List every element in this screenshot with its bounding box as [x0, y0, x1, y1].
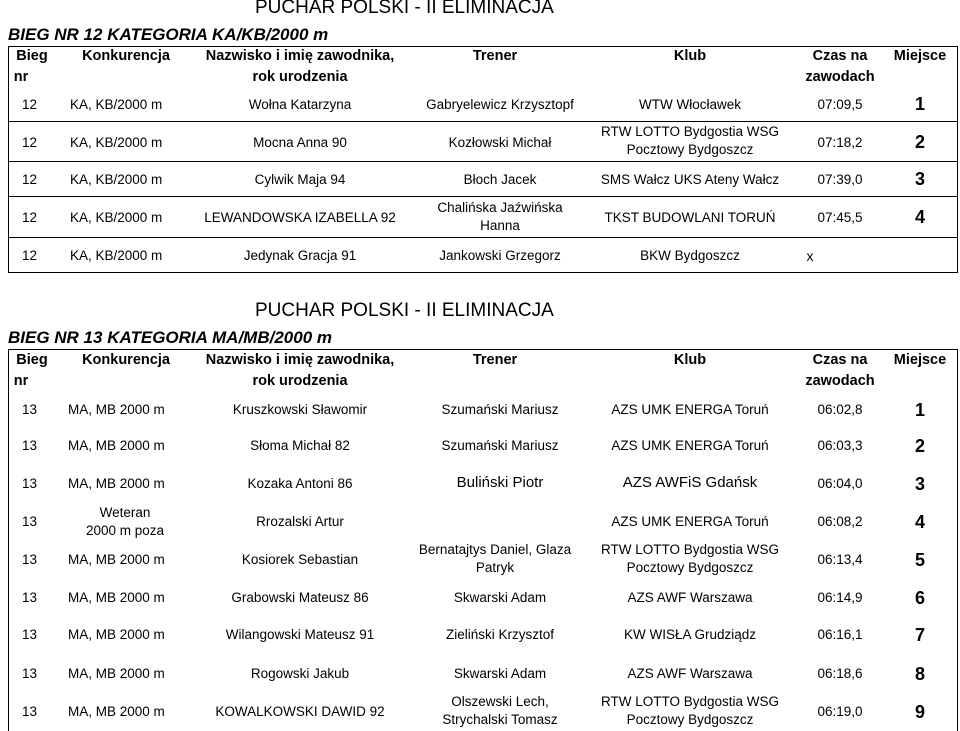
section1-title: PUCHAR POLSKI - II ELIMINACJA	[255, 0, 554, 18]
cell-czas: 07:45,5	[817, 210, 863, 225]
cell-bieg: 13	[22, 514, 38, 529]
cell-trener: Skwarski Adam	[453, 590, 547, 605]
cell-bieg: 13	[22, 666, 38, 681]
cell-klub	[600, 123, 780, 160]
cell-miejsce: 9	[914, 702, 925, 722]
cell-zawodnik: Kruszkowski Sławomir	[232, 402, 368, 417]
cell-miejsce: 2	[914, 436, 925, 456]
cell-zawodnik: Jedynak Gracja 91	[243, 248, 357, 263]
cell-klub: KW WISŁA Grudziądz	[623, 627, 757, 642]
header-zawodach: zawodach	[805, 69, 875, 85]
cell-czas: 06:08,2	[817, 514, 863, 529]
cell-konkurencja: MA, MB 2000 m	[68, 627, 165, 642]
row-divider	[8, 121, 958, 122]
cell-bieg: 13	[22, 402, 38, 417]
header-zawodach: zawodach	[805, 373, 875, 389]
section1-border-bottom	[8, 272, 958, 273]
cell-klub-line2: Pocztowy Bydgoszcz	[626, 712, 754, 727]
cell-zawodnik: Wilangowski Mateusz 91	[225, 627, 375, 642]
cell-zawodnik: Wołna Katarzyna	[248, 97, 352, 112]
cell-zawodnik: LEWANDOWSKA IZABELLA 92	[204, 210, 396, 225]
header-nr: nr	[13, 69, 29, 85]
cell-czas: 06:18,6	[817, 666, 863, 681]
cell-miejsce: 2	[914, 132, 925, 152]
cell-zawodnik: Rogowski Jakub	[250, 666, 350, 681]
cell-miejsce: 3	[914, 474, 925, 494]
cell-czas: 06:13,4	[817, 552, 863, 567]
cell-trener: Skwarski Adam	[453, 666, 547, 681]
cell-miejsce: 3	[914, 169, 925, 189]
header-rok: rok urodzenia	[252, 69, 348, 85]
cell-trener: Buliński Piotr	[456, 474, 544, 491]
cell-konkurencja: KA, KB/2000 m	[70, 172, 163, 187]
header-miejsce: Miejsce	[893, 352, 947, 368]
section2-subtitle: BIEG NR 13 KATEGORIA MA/MB/2000 m	[8, 328, 333, 347]
cell-konkurencja: MA, MB 2000 m	[68, 704, 165, 719]
cell-klub-line1: RTW LOTTO Bydgostia WSG	[600, 124, 780, 139]
cell-miejsce: 1	[914, 400, 925, 420]
cell-klub-line2: Pocztowy Bydgoszcz	[626, 560, 754, 575]
cell-zawodnik: Mocna Anna 90	[253, 135, 347, 150]
cell-trener-line2: Hanna	[480, 218, 520, 233]
cell-bieg: 12	[22, 172, 38, 187]
header-nazwisko: Nazwisko i imię zawodnika,	[205, 352, 395, 368]
cell-klub: BKW Bydgoszcz	[640, 248, 740, 263]
cell-konkurencja: MA, MB 2000 m	[68, 438, 165, 453]
cell-konkurencja: MA, MB 2000 m	[68, 666, 165, 681]
cell-trener-line1: Bernatajtys Daniel, Glaza	[418, 542, 572, 557]
section2-title: PUCHAR POLSKI - II ELIMINACJA	[255, 300, 554, 321]
row-divider	[8, 237, 958, 238]
cell-konkurencja: MA, MB 2000 m	[68, 552, 165, 567]
cell-konkurencja	[60, 504, 190, 541]
cell-czas: 06:04,0	[817, 476, 863, 491]
cell-klub-line2: Pocztowy Bydgoszcz	[626, 142, 754, 157]
cell-klub: AZS AWFiS Gdańsk	[622, 474, 758, 491]
cell-bieg: 13	[22, 552, 38, 567]
cell-miejsce: 1	[914, 94, 925, 114]
cell-czas: 06:14,9	[817, 590, 863, 605]
cell-miejsce: 7	[914, 625, 925, 645]
cell-klub-line1: RTW LOTTO Bydgostia WSG	[600, 542, 780, 557]
cell-trener	[395, 541, 595, 578]
cell-zawodnik: KOWALKOWSKI DAWID 92	[215, 704, 385, 719]
cell-konkurencja: MA, MB 2000 m	[68, 402, 165, 417]
cell-trener: Szumański Mariusz	[441, 402, 559, 417]
cell-trener	[400, 693, 600, 731]
cell-zawodnik: Cylwik Maja 94	[254, 172, 346, 187]
cell-klub: AZS UMK ENERGA Toruń	[611, 514, 769, 529]
cell-trener-line1: Olszewski Lech,	[451, 694, 549, 709]
cell-zawodnik: Kosiorek Sebastian	[241, 552, 359, 567]
cell-konkurencja: KA, KB/2000 m	[70, 248, 163, 263]
cell-klub-line1: RTW LOTTO Bydgostia WSG	[600, 694, 780, 709]
cell-czas: 06:02,8	[817, 402, 863, 417]
cell-trener: Gabryelewicz Krzysztopf	[426, 97, 574, 112]
section1-subtitle: BIEG NR 12 KATEGORIA KA/KB/2000 m	[8, 25, 329, 44]
header-trener: Trener	[472, 48, 518, 64]
cell-bieg: 12	[22, 210, 38, 225]
cell-zawodnik: Rrozalski Artur	[256, 514, 344, 529]
cell-klub: AZS AWF Warszawa	[627, 590, 753, 605]
header-klub: Klub	[673, 352, 707, 368]
cell-czas: 07:09,5	[817, 97, 863, 112]
cell-zawodnik: Grabowski Mateusz 86	[231, 590, 369, 605]
cell-bieg: 13	[22, 627, 38, 642]
cell-trener	[400, 199, 600, 236]
cell-trener: Kozłowski Michał	[448, 135, 552, 150]
cell-bieg: 12	[22, 248, 38, 263]
header-rok: rok urodzenia	[252, 373, 348, 389]
row-divider	[8, 161, 958, 162]
cell-czas: 06:03,3	[817, 438, 863, 453]
cell-klub: SMS Wałcz UKS Ateny Wałcz	[600, 172, 780, 187]
cell-klub: AZS UMK ENERGA Toruń	[611, 438, 769, 453]
cell-zawodnik: Słoma Michał 82	[250, 438, 350, 453]
header-konkurencja: Konkurencja	[82, 352, 170, 368]
cell-klub: WTW Włocławek	[639, 97, 741, 112]
cell-czas: 06:19,0	[817, 704, 863, 719]
cell-trener: Błoch Jacek	[463, 172, 537, 187]
cell-miejsce: x	[806, 248, 814, 264]
cell-trener: Jankowski Grzegorz	[439, 248, 561, 263]
header-bieg: Bieg	[16, 48, 48, 64]
cell-bieg: 12	[22, 97, 38, 112]
cell-trener: Szumański Mariusz	[441, 438, 559, 453]
cell-trener: Zieliński Krzysztof	[445, 627, 555, 642]
cell-miejsce: 4	[914, 207, 925, 227]
cell-klub: AZS UMK ENERGA Toruń	[611, 402, 769, 417]
cell-miejsce: 4	[914, 512, 925, 532]
header-bieg: Bieg	[16, 352, 48, 368]
section1-border-right	[957, 46, 958, 272]
cell-trener-line2: Strychalski Tomasz	[442, 712, 558, 727]
cell-trener-line1: Chalińska Jaźwińska	[437, 200, 563, 215]
cell-konkurencja-line2: 2000 m poza	[85, 523, 165, 538]
cell-konkurencja: KA, KB/2000 m	[70, 97, 163, 112]
cell-bieg: 13	[22, 438, 38, 453]
cell-klub	[595, 693, 785, 731]
cell-bieg: 13	[22, 590, 38, 605]
cell-czas: 07:39,0	[817, 172, 863, 187]
header-czas: Czas na	[812, 48, 868, 64]
header-czas: Czas na	[812, 352, 868, 368]
row-divider	[8, 196, 958, 197]
cell-zawodnik: Kozaka Antoni 86	[247, 476, 353, 491]
cell-konkurencja: KA, KB/2000 m	[70, 135, 163, 150]
cell-bieg: 12	[22, 135, 38, 150]
cell-klub: TKST BUDOWLANI TORUŃ	[604, 210, 776, 225]
cell-czas: 06:16,1	[817, 627, 863, 642]
header-miejsce: Miejsce	[893, 48, 947, 64]
header-nazwisko: Nazwisko i imię zawodnika,	[205, 48, 395, 64]
cell-klub	[595, 541, 785, 578]
cell-bieg: 13	[22, 704, 38, 719]
header-nr: nr	[13, 373, 29, 389]
header-konkurencja: Konkurencja	[82, 48, 170, 64]
cell-miejsce: 5	[914, 550, 925, 570]
header-klub: Klub	[673, 48, 707, 64]
cell-konkurencja-line1: Weteran	[99, 505, 151, 520]
cell-konkurencja: KA, KB/2000 m	[70, 210, 163, 225]
cell-trener-line2: Patryk	[475, 560, 515, 575]
cell-klub: AZS AWF Warszawa	[627, 666, 753, 681]
cell-miejsce: 8	[914, 664, 925, 684]
cell-konkurencja: MA, MB 2000 m	[68, 590, 165, 605]
cell-miejsce: 6	[914, 588, 925, 608]
cell-konkurencja: MA, MB 2000 m	[68, 476, 165, 491]
section2-border-left	[8, 349, 9, 731]
cell-czas: 07:18,2	[817, 135, 863, 150]
cell-bieg: 13	[22, 476, 38, 491]
header-trener: Trener	[472, 352, 518, 368]
